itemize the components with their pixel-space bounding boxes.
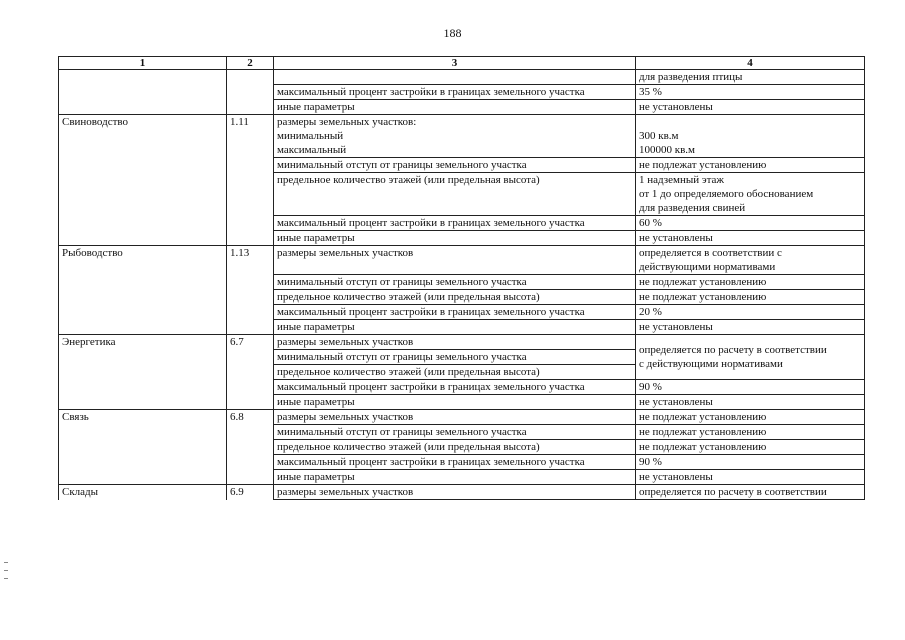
table-row (59, 115, 865, 158)
land-use-code-cont (227, 440, 274, 455)
land-use-code-cont (227, 470, 274, 485)
land-use-name-cont (59, 100, 227, 115)
land-use-name-cont (59, 85, 227, 100)
table-row (59, 216, 865, 231)
land-use-code-cont (227, 158, 274, 173)
table-row (59, 85, 865, 100)
parameter-name: предельное количество этажей (или предельная высота) (274, 290, 636, 305)
header-col-1: 1 (59, 57, 227, 70)
parameter-name: размеры земельных участков (274, 410, 636, 425)
land-use-name-cont (59, 425, 227, 440)
land-use-name-cont (59, 231, 227, 246)
parameter-value: 300 кв.м 100000 кв.м (636, 115, 865, 158)
table-row (59, 455, 865, 470)
land-use-code-cont (227, 275, 274, 290)
parameter-name: размеры земельных участков (274, 485, 636, 500)
land-use-code (227, 70, 274, 85)
table-row (59, 425, 865, 440)
land-use-code: 1.11 (227, 115, 274, 158)
table-row (59, 335, 865, 350)
parameter-name: минимальный отступ от границы земельного участка (274, 158, 636, 173)
land-use-name-cont (59, 275, 227, 290)
parameter-value: 35 % (636, 85, 865, 100)
table-row (59, 305, 865, 320)
parameter-name: размеры земельных участков (274, 246, 636, 275)
land-use-name: Связь (59, 410, 227, 425)
parameter-name (274, 70, 636, 85)
land-use-code: 1.13 (227, 246, 274, 275)
table-row (59, 380, 865, 395)
parameter-name: размеры земельных участков: минимальный максимальный (274, 115, 636, 158)
land-use-code-cont (227, 305, 274, 320)
land-use-code-cont (227, 365, 274, 380)
land-use-code-cont (227, 350, 274, 365)
parameter-value: определяется в соответствии с действующими нормативами (636, 246, 865, 275)
parameter-name: минимальный отступ от границы земельного участка (274, 275, 636, 290)
header-col-4: 4 (636, 57, 865, 70)
parameter-name: предельное количество этажей (или предельная высота) (274, 440, 636, 455)
table-row (59, 290, 865, 305)
parameter-name: предельное количество этажей (или предельная высота) (274, 173, 636, 216)
land-use-name-cont (59, 216, 227, 231)
parameter-name: максимальный процент застройки в границах земельного участка (274, 455, 636, 470)
table-row (59, 158, 865, 173)
crop-mark (4, 570, 8, 571)
land-use-code-cont (227, 380, 274, 395)
land-use-name-cont (59, 380, 227, 395)
land-use-code-cont (227, 290, 274, 305)
parameter-name: иные параметры (274, 100, 636, 115)
header-col-2: 2 (227, 57, 274, 70)
crop-mark (4, 578, 8, 579)
parameter-value: не установлены (636, 320, 865, 335)
parameter-value: 1 надземный этаж от 1 до определяемого обоснованием для разведения свиней (636, 173, 865, 216)
table-row (59, 70, 865, 85)
parameter-value: не подлежат установлению (636, 275, 865, 290)
table-row (59, 410, 865, 425)
land-use-code: 6.7 (227, 335, 274, 350)
land-use-code: 6.9 (227, 485, 274, 500)
table-row (59, 231, 865, 246)
parameter-value: 20 % (636, 305, 865, 320)
land-use-name-cont (59, 350, 227, 365)
parameter-name: размеры земельных участков (274, 335, 636, 350)
land-use-code-cont (227, 85, 274, 100)
crop-mark (4, 562, 8, 563)
parameter-value: 90 % (636, 380, 865, 395)
parameter-value: не установлены (636, 231, 865, 246)
parameter-value: определяется по расчету в соответствии (636, 485, 865, 500)
land-use-code-cont (227, 455, 274, 470)
parameter-name: минимальный отступ от границы земельного участка (274, 350, 636, 365)
land-use-code-cont (227, 231, 274, 246)
table-row (59, 320, 865, 335)
land-use-name-cont (59, 158, 227, 173)
land-use-name-cont (59, 455, 227, 470)
parameter-name: минимальный отступ от границы земельного участка (274, 425, 636, 440)
land-use-code-cont (227, 216, 274, 231)
header-row (59, 57, 865, 70)
parameter-value: не подлежат установлению (636, 290, 865, 305)
parameter-value: для разведения птицы (636, 70, 865, 85)
table-row (59, 246, 865, 275)
parameter-value: 90 % (636, 455, 865, 470)
parameter-name: максимальный процент застройки в границах земельного участка (274, 380, 636, 395)
land-use-name: Свиноводство (59, 115, 227, 158)
parameter-value: 60 % (636, 216, 865, 231)
parameter-value: не подлежат установлению (636, 410, 865, 425)
table-body (59, 70, 865, 500)
land-use-code-cont (227, 173, 274, 216)
table-row (59, 440, 865, 455)
table-row (59, 100, 865, 115)
table-row (59, 470, 865, 485)
land-use-name: Рыбоводство (59, 246, 227, 275)
land-use-code-cont (227, 425, 274, 440)
table-row (59, 173, 865, 216)
land-use-name-cont (59, 320, 227, 335)
parameter-name: иные параметры (274, 320, 636, 335)
parameter-value: не установлены (636, 395, 865, 410)
header-col-3: 3 (274, 57, 636, 70)
parameter-value: не установлены (636, 470, 865, 485)
land-use-code-cont (227, 395, 274, 410)
parameter-value: определяется по расчету в соответствии с действующими нормативами (636, 335, 865, 380)
page-number: 188 (443, 26, 462, 40)
land-use-parameters-table (58, 56, 865, 500)
parameter-value: не подлежат установлению (636, 425, 865, 440)
land-use-name: Склады (59, 485, 227, 500)
parameter-value: не подлежат установлению (636, 440, 865, 455)
land-use-name-cont (59, 440, 227, 455)
land-use-name-cont (59, 365, 227, 380)
parameter-name: максимальный процент застройки в границах земельного участка (274, 216, 636, 231)
land-use-code-cont (227, 320, 274, 335)
parameter-name: предельное количество этажей (или предельная высота) (274, 365, 636, 380)
land-use-code-cont (227, 100, 274, 115)
land-use-name-cont (59, 395, 227, 410)
land-use-name (59, 70, 227, 85)
table-row (59, 395, 865, 410)
land-use-name-cont (59, 173, 227, 216)
table-row (59, 485, 865, 500)
parameter-value: не подлежат установлению (636, 158, 865, 173)
land-use-name-cont (59, 470, 227, 485)
land-use-name-cont (59, 305, 227, 320)
table-row (59, 275, 865, 290)
land-use-name-cont (59, 290, 227, 305)
parameter-name: максимальный процент застройки в границах земельного участка (274, 305, 636, 320)
parameter-value: не установлены (636, 100, 865, 115)
parameter-name: максимальный процент застройки в границах земельного участка (274, 85, 636, 100)
parameter-name: иные параметры (274, 395, 636, 410)
parameter-name: иные параметры (274, 231, 636, 246)
land-use-name: Энергетика (59, 335, 227, 350)
land-use-code: 6.8 (227, 410, 274, 425)
parameter-name: иные параметры (274, 470, 636, 485)
